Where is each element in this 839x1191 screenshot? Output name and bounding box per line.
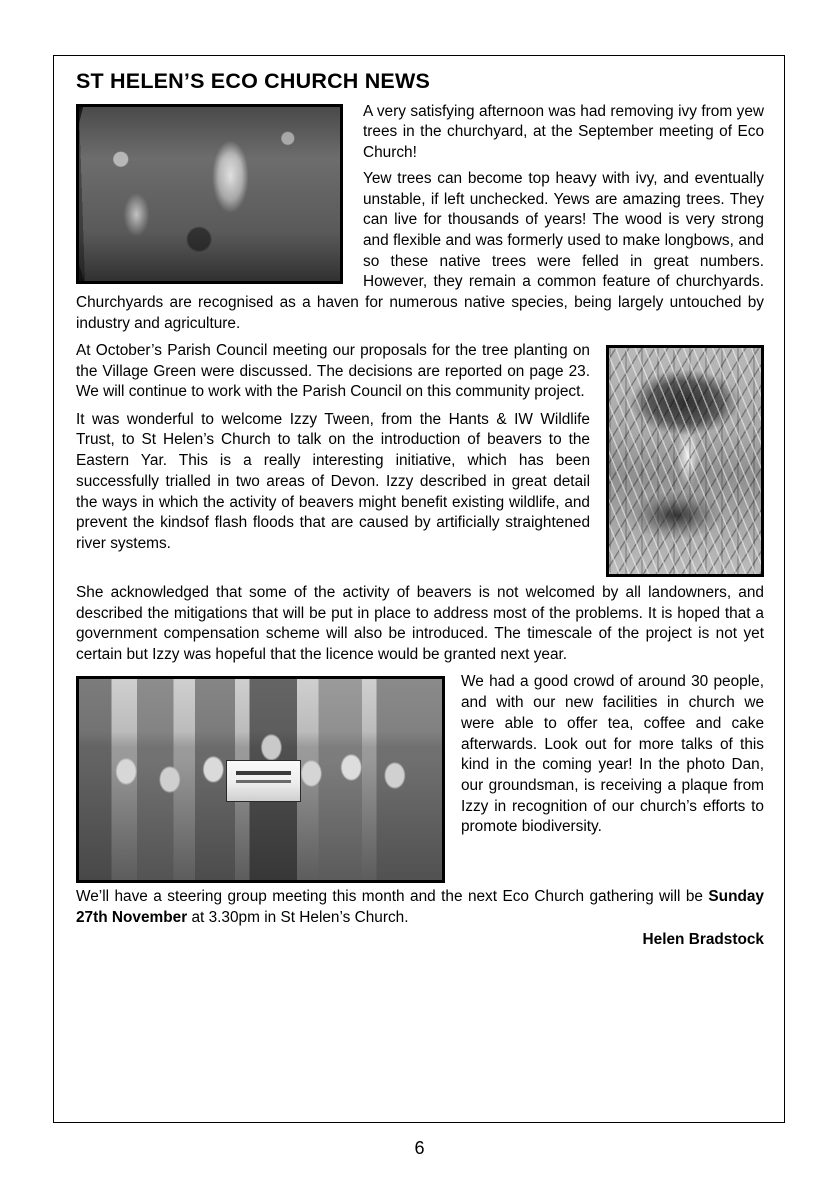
paragraph-next-gathering	[76, 887, 764, 928]
photo-group-plaque-presentation	[76, 676, 445, 883]
paragraph-crowd-and-plaque: We had a good crowd of around 30 people, and with our new facilities in church we were able to offer tea, coffee and cake afterwards. Look out for more talks of this kind in the coming year! In the photo Dan, our groundsman, is receiving a plaque from Izzy in recognition of our church’s efforts to promote biodiversity.	[461, 673, 764, 836]
paragraph-landowners-mitigations: She acknowledged that some of the activity of beavers is not welcomed by all landowners, and described the mitigations that will be put in place to address most of the problems. It is hoped that a government compensation scheme will also be introduced. The timescale of the project is not yet certain but Izzy was hopeful that the licence would be granted next year.	[76, 584, 764, 664]
next-gathering-lead: We’ll have a steering group meeting this month and the next Eco Church gathering will be	[76, 888, 709, 906]
paragraph-parish-council: At October’s Parish Council meeting our proposals for the tree planting on the Village Green were discussed. The decisions are reported on page 23. We will continue to work with the Parish Council on this community project.	[76, 342, 590, 401]
article-frame	[53, 55, 785, 1123]
paragraph-izzy-tween-beavers: It was wonderful to welcome Izzy Tween, from the Hants & IW Wildlife Trust, to St Helen’s Church to talk on the introduction of beavers to the Eastern Yar. This is a really interesting initiative, which has been successfully trialled in two areas of Devon. Izzy described in great detail the ways in which the activity of beavers might benefit existing wildlife, and prevent the kindsof flash floods that are caused by artificially straightened river systems.	[76, 410, 590, 553]
page-number: 6	[414, 1138, 425, 1158]
headline-text: ST HELEN’S ECO CHURCH NEWS	[76, 69, 430, 93]
author-signature: Helen Bradstock	[642, 930, 764, 948]
plaque-line-secondary	[236, 780, 291, 783]
paragraph-yew-trees: Yew trees can become top heavy with ivy, and eventually unstable, if left unchecked. Yews are amazing trees. They can live for thousands of years! The wood is very strong and flexible and was formerly used to make longbows, and so these native trees were felled in great numbers. However, they remain a common feature of churchyards. Churchyards are recognised as a haven for numerous native species, being largely untouched by industry and agriculture.	[76, 169, 764, 332]
article-content	[76, 64, 764, 1114]
next-gathering-date: Sunday 27th November	[76, 888, 764, 927]
next-gathering-tail: at 3.30pm in St Helen’s Church.	[187, 909, 409, 927]
plaque-line-primary	[236, 771, 291, 775]
article-headline	[76, 70, 764, 94]
photo-churchyard-ivy-clearing	[76, 104, 343, 284]
paragraph-intro: A very satisfying afternoon was had removing ivy from yew trees in the churchyard, at the September meeting of Eco Church!	[363, 102, 764, 162]
plaque-object	[226, 760, 301, 802]
photo-ivy-pile	[606, 345, 764, 577]
